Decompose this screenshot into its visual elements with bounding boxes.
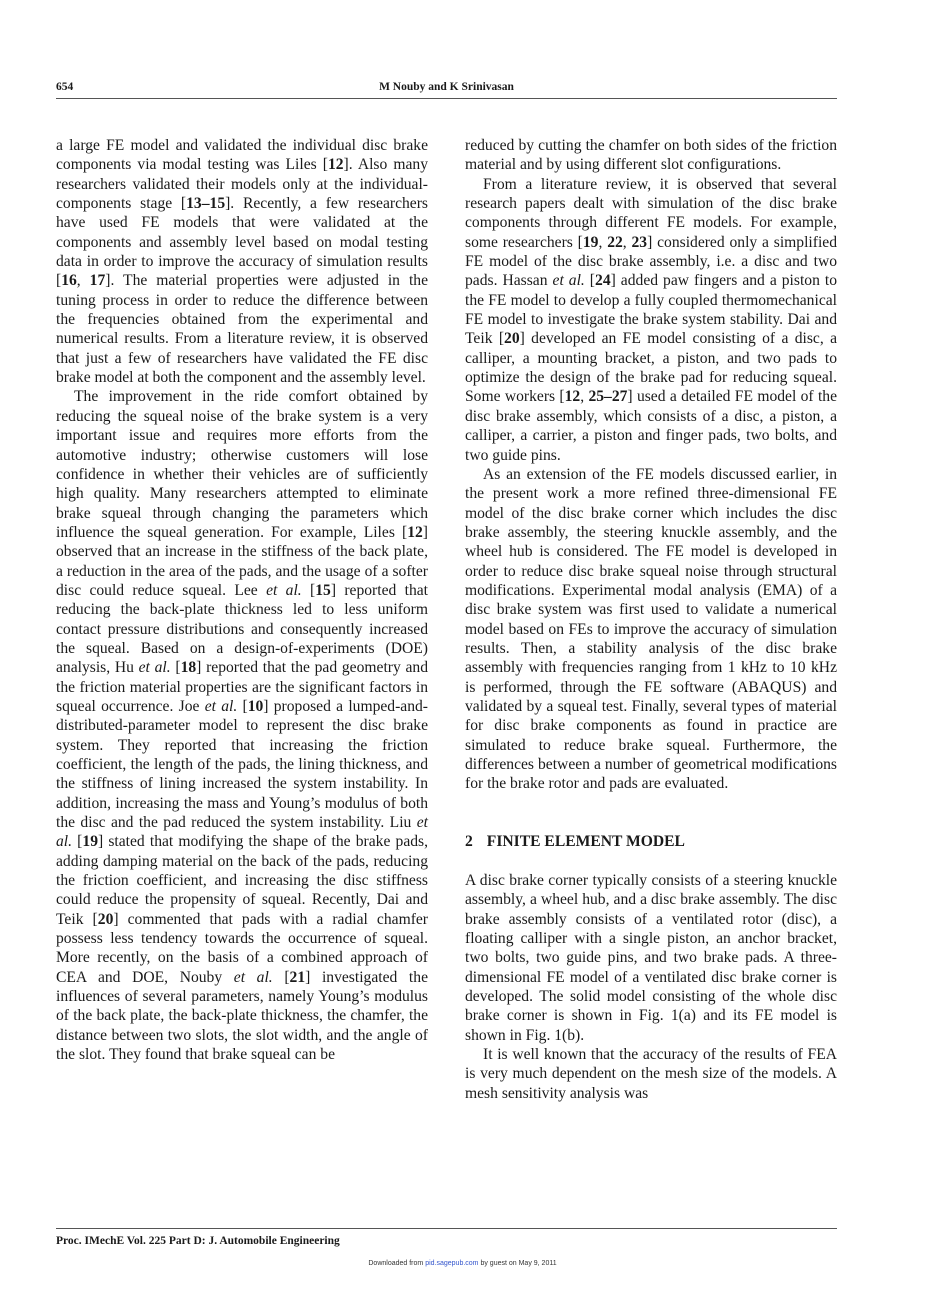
text-run: ] investigated the influences of several parameters, namely Young’s modulus of the back plate, the back-plate thickness, the chamfer, the distance between two slots, the slot width, and the angle of the slot. They found that brake squeal can be xyxy=(56,968,428,1064)
paragraph xyxy=(465,175,837,465)
text-run: ] commented that pads with a radial chamfer possess less tendency towards the occurrence of squeal. More recently, on the basis of a combined approach of CEA and DOE, Nouby xyxy=(56,910,429,986)
running-head-authors: M Nouby and K Srinivasan xyxy=(379,81,514,93)
text-run: [ xyxy=(72,833,83,851)
text-run: The improvement in the ride comfort obtained by reducing the squeal noise of the brake system is a very important issue and requires more efforts from the automotive industry; otherwise customers will lose confidence in whether their vehicles are of sufficiently high quality. Many researchers attempted to eliminate brake squeal through changing the parameters which influence the squeal generation. For example, Liles [ xyxy=(56,388,428,541)
paragraph xyxy=(465,1045,837,1103)
paragraph xyxy=(465,136,837,175)
page-number: 654 xyxy=(56,81,74,93)
text-run: ]. Also many researchers validated their models only at the individual-components stage [ xyxy=(56,156,428,213)
text-run: A disc brake corner typically consists of a steering knuckle assembly, a wheel hub, and a disc brake assembly. The disc brake assembly consists of a ventilated rotor (disc), a floating calliper with a single piston, an anchor bracket, two bolts, two guide pins, and two brake pads. A three-dimensional FE model of a ventilated disc brake corner is developed. The solid model consisting of the whole disc brake corner is shown in Fig. 1(a) and its FE model is shown in Fig. 1(b). xyxy=(465,872,837,1044)
text-run: ] observed that an increase in the stiffness of the back plate, a reduction in the area of the pads, and the usage of a softer disc could reduce squeal. Lee xyxy=(56,523,428,599)
citation-ref: 19 xyxy=(82,833,98,851)
text-run: , xyxy=(76,272,90,290)
citation-ref: 12 xyxy=(564,388,581,406)
citation-ref: 21 xyxy=(289,968,306,986)
text-run: [ xyxy=(170,659,181,677)
right-column-intro xyxy=(465,136,837,794)
text-run: ] reported that reducing the back-plate thickness led to less uniform contact pressure distributions and consequently increased the squeal. Based on a design-of-experiments (DOE) analysis, Hu xyxy=(56,581,428,677)
download-link[interactable]: pid.sagepub.com xyxy=(425,1260,479,1267)
download-prefix: Downloaded from xyxy=(368,1260,426,1267)
section-title: FINITE ELEMENT MODEL xyxy=(486,832,685,850)
text-run: ] used a detailed FE model of the disc brake assembly, which consists of a disc, a piston, a calliper, a carrier, a piston and finger pads, two bolts, and two guide pins. xyxy=(465,388,837,464)
citation-ref: 12 xyxy=(407,523,423,541)
running-header xyxy=(56,80,837,99)
citation-ref: 24 xyxy=(595,272,611,290)
left-column xyxy=(56,136,428,1065)
paragraph xyxy=(56,136,428,387)
section-number: 2 xyxy=(465,832,473,850)
text-run: [ xyxy=(237,697,248,715)
text-run: [ xyxy=(301,581,316,599)
emphasis: et al. xyxy=(204,697,238,715)
text-run: From a literature review, it is observed that several research papers dealt with simulation of the disc brake components through different FE models. For example, some researchers [ xyxy=(465,175,837,251)
text-run: ] considered only a simplified FE model of the disc brake assembly, i.e. a disc and two pads. Hassan xyxy=(465,233,837,290)
text-run: ] stated that modifying the shape of the brake pads, adding damping material on the back of the pads, reducing the friction coefficient, and increasing the disc stiffness could reduce the propensity of squeal. Recently, Dai and Teik [ xyxy=(56,833,429,928)
citation-ref: 19 xyxy=(582,233,599,251)
emphasis: et al. xyxy=(266,581,302,599)
text-run: ]. Recently, a few researchers have used FE models that were validated at the components and assembly level based on modal testing data in order to improve the accuracy of simulation results [ xyxy=(56,195,428,290)
text-run: ] developed an FE model consisting of a disc, a calliper, a mounting bracket, a piston, and two pads to optimize the design of the brake pad for reducing squeal. Some workers [ xyxy=(465,330,837,406)
emphasis: et al. xyxy=(552,272,585,290)
citation-ref: 18 xyxy=(180,659,197,677)
emphasis: et al. xyxy=(56,814,428,851)
paragraph xyxy=(465,465,837,794)
text-run: [ xyxy=(584,272,596,290)
citation-ref: 15 xyxy=(315,581,331,599)
text-run: , xyxy=(580,388,589,406)
citation-ref: 10 xyxy=(247,697,264,715)
citation-ref: 16 xyxy=(61,272,77,290)
text-run: As an extension of the FE models discussed earlier, in the present work a more refined three-dimensional FE model of the disc brake corner which includes the disc brake assembly, the steering knuckle assembly, and the wheel hub is considered. The FE model is developed in order to reduce disc brake squeal noise through structural modifications. Experimental modal analysis (EMA) of a disc brake system was first used to validate a numerical model based on FEs to improve the accuracy of simulation results. Then, a stability analysis of the disc brake assembly with frequencies ranging from 1 kHz to 10 kHz is performed, through the FE software (ABAQUS) and validated by a squeal test. Finally, several types of material for disc brake components as found in practice are simulated to reduce brake squeal. Furthermore, the differences between a number of geometrical modifications for the brake rotor and pads are evaluated. xyxy=(465,465,837,793)
text-run: ] added paw fingers and a piston to the FE model to develop a fully coupled thermomechanical FE model to investigate the brake system stability. Dai and Teik [ xyxy=(465,272,838,348)
download-notice xyxy=(0,1260,925,1267)
emphasis: et al. xyxy=(138,659,171,677)
text-run: , xyxy=(598,233,608,251)
citation-ref: 20 xyxy=(504,330,520,348)
download-suffix: by guest on May 9, 2011 xyxy=(478,1260,557,1267)
section-body xyxy=(465,871,837,1103)
section-heading xyxy=(465,832,837,851)
citation-ref: 25–27 xyxy=(588,388,628,406)
text-run: [ xyxy=(272,968,290,986)
citation-ref: 13–15 xyxy=(186,195,226,213)
citation-ref: 12 xyxy=(327,156,344,174)
paragraph xyxy=(56,387,428,1064)
journal-footer: Proc. IMechE Vol. 225 Part D: J. Automobile Engineering xyxy=(56,1228,837,1247)
text-run: ] reported that the pad geometry and the friction material properties are the significant factors in squeal occurrence. Joe xyxy=(56,659,428,715)
text-run: ]. The material properties were adjusted in the tuning process in order to reduce the difference between the frequencies obtained from the experimental and numerical results. From a literature review, it is observed that just a few of researchers have validated the FE disc brake model at both the component and the assembly level. xyxy=(56,272,428,387)
paragraph xyxy=(465,871,837,1045)
text-run: reduced by cutting the chamfer on both sides of the friction material and by using different slot configurations. xyxy=(465,137,837,174)
right-column xyxy=(465,136,837,1103)
citation-ref: 23 xyxy=(631,233,648,251)
text-run: ] proposed a lumped-and-distributed-parameter model to represent the disc brake system. They reported that increasing the friction coefficient, the length of the pads, the lining thickness, and the stiffness of lining increased the system instability. In addition, increasing the mass and Young’s modulus of both the disc and the pad reduced the system instability. Liu xyxy=(56,697,429,832)
citation-ref: 17 xyxy=(89,272,106,290)
text-run: , xyxy=(622,233,632,251)
emphasis: et al. xyxy=(233,968,273,986)
text-run: a large FE model and validated the individual disc brake components via modal testing was Liles [ xyxy=(56,137,428,174)
citation-ref: 22 xyxy=(607,233,623,251)
text-run: It is well known that the accuracy of the results of FEA is very much dependent on the mesh size of the models. A mesh sensitivity analysis was xyxy=(465,1046,837,1102)
citation-ref: 20 xyxy=(97,910,114,928)
